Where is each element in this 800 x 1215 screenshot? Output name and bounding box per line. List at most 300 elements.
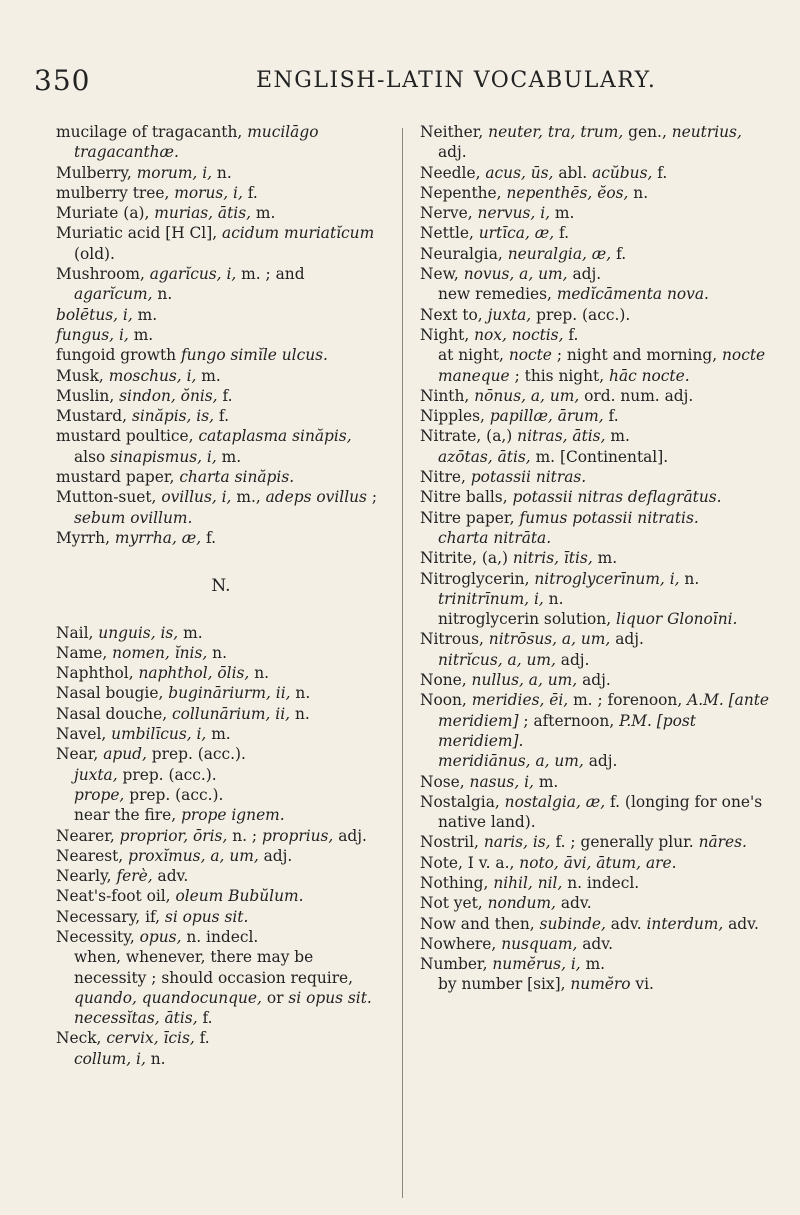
sub-entry	[420, 974, 772, 994]
vocab-entry	[56, 724, 386, 744]
latin-term: fungus, i,	[56, 325, 129, 344]
english-text: adv.	[605, 914, 647, 933]
vocab-entry	[56, 744, 386, 764]
latin-term: necessĭtas, ātis,	[74, 1009, 198, 1028]
english-text: m.	[178, 623, 203, 642]
english-text: Nasal bougie,	[56, 684, 169, 703]
vocab-entry	[56, 866, 386, 886]
vocab-entry	[420, 426, 772, 446]
vocab-entry	[56, 305, 386, 325]
latin-term: unguis, is,	[98, 623, 179, 642]
english-text: Nitrous,	[420, 630, 489, 649]
english-text: m.	[550, 204, 575, 223]
english-text: Nostril,	[420, 833, 484, 852]
latin-term: murias, ātis,	[154, 204, 251, 223]
vocab-entry	[420, 223, 772, 243]
vocab-entry	[56, 826, 386, 846]
english-text: Night,	[420, 325, 475, 344]
english-text: Near,	[56, 745, 104, 764]
vocab-entry	[420, 305, 772, 325]
vocab-entry	[420, 690, 772, 751]
english-text: near the fire,	[74, 806, 182, 825]
latin-term: meridies, ēi,	[471, 691, 569, 710]
english-text: at night,	[438, 346, 509, 365]
latin-term: si opus sit.	[164, 907, 249, 926]
latin-term: agarĭcum,	[74, 285, 153, 304]
english-text: Nail,	[56, 623, 99, 642]
latin-term: myrrha, æ,	[114, 528, 202, 547]
sub-entry	[56, 765, 386, 785]
vocab-entry	[56, 366, 386, 386]
latin-term: numĕrus, i,	[492, 955, 581, 974]
vocab-entry	[420, 934, 772, 954]
latin-term: nocte maneque	[438, 346, 766, 385]
vocab-entry	[420, 244, 772, 264]
vocab-entry	[56, 886, 386, 906]
page-number: 350	[34, 64, 91, 97]
english-text: Navel,	[56, 725, 112, 744]
vocab-entry	[56, 487, 386, 528]
english-text: n.	[679, 569, 700, 588]
english-text: Name,	[56, 643, 113, 662]
english-text: when, whenever, there may be necessity ; should occasion require,	[74, 948, 354, 987]
english-text: Neuralgia,	[420, 244, 508, 263]
vocab-entry	[420, 386, 772, 406]
english-text: also	[74, 447, 111, 466]
latin-term: proprius,	[262, 826, 334, 845]
latin-term: novus, a, um,	[463, 265, 568, 284]
vocab-entry	[420, 670, 772, 690]
english-text: or	[261, 988, 289, 1007]
english-text: m.	[216, 447, 242, 466]
english-text: Nothing,	[420, 873, 494, 892]
english-text: nitroglycerin solution,	[438, 610, 616, 629]
latin-term: medĭcāmenta nova.	[556, 285, 709, 304]
english-text: f. ; generally plur.	[550, 833, 699, 852]
vocab-entry	[420, 467, 772, 487]
english-text: n.	[212, 163, 232, 182]
latin-term: acus, ūs,	[485, 163, 554, 182]
sub-entry	[56, 785, 386, 805]
vocab-entry	[56, 163, 386, 183]
latin-term: sindon, ŏnis,	[119, 386, 218, 405]
latin-term: subinde,	[539, 914, 606, 933]
latin-term: potassii nitras deflagrātus.	[512, 488, 722, 507]
english-text: ;	[366, 488, 378, 507]
vocab-entry	[56, 927, 386, 947]
latin-term: interdum,	[646, 914, 724, 933]
english-text: n.	[152, 285, 173, 304]
latin-term: nitrĭcus, a, um,	[438, 650, 556, 669]
latin-term: moschus, i,	[108, 366, 197, 385]
english-text: mustard poultice,	[56, 427, 199, 446]
english-text: new remedies,	[438, 285, 557, 304]
latin-term: nitras, ātis,	[517, 427, 606, 446]
english-text: None,	[420, 671, 472, 690]
latin-term: prope,	[74, 785, 125, 804]
english-text: vi.	[630, 975, 654, 994]
vocab-entry	[420, 122, 772, 163]
english-text: prep. (acc.).	[146, 745, 246, 764]
latin-term: morum, i,	[136, 163, 213, 182]
latin-term: nondum,	[487, 894, 556, 913]
running-head: ENGLISH-LATIN VOCABULARY.	[256, 68, 657, 93]
vocab-entry	[420, 264, 772, 284]
latin-term: naris, is,	[483, 833, 551, 852]
latin-term: neutrius,	[671, 123, 742, 141]
english-text: m.	[605, 427, 630, 446]
latin-term: quando, quandocunque,	[74, 988, 262, 1007]
english-text: ; this night,	[509, 366, 610, 385]
vocab-entry	[56, 203, 386, 223]
english-text: n.	[290, 704, 310, 723]
vocab-entry	[420, 203, 772, 223]
english-text: Nearly,	[56, 867, 117, 886]
english-text: Nitre,	[420, 468, 471, 487]
latin-term: collunārium, ii,	[172, 704, 291, 723]
latin-term: nomen, ĭnis,	[112, 643, 208, 662]
vocab-entry	[420, 569, 772, 589]
latin-term: opus,	[139, 927, 182, 946]
latin-term: papillæ, ārum,	[489, 407, 604, 426]
page-header	[0, 64, 800, 104]
english-text: New,	[420, 265, 464, 284]
english-text: (old).	[74, 244, 115, 263]
english-text: Neither,	[420, 123, 489, 141]
english-text: Nostalgia,	[420, 792, 505, 811]
latin-term: bugināriurm, ii,	[168, 684, 291, 703]
latin-term: juxta,	[74, 765, 118, 784]
latin-term: trinitrīnum, i,	[438, 589, 544, 608]
latin-term: nōnus, a, um,	[474, 386, 580, 405]
latin-term: apud,	[103, 745, 147, 764]
english-text: Muriate (a),	[56, 204, 155, 223]
vocab-entry	[56, 264, 386, 305]
vocab-entry	[420, 954, 772, 974]
latin-term: azōtas, ātis,	[438, 447, 531, 466]
english-text: n.	[628, 183, 649, 202]
english-text: n.	[145, 1049, 166, 1068]
english-text: prep. (acc.).	[531, 305, 631, 324]
english-text: f.	[554, 224, 570, 243]
english-text: n.	[290, 684, 311, 703]
english-text: prep. (acc.).	[124, 785, 224, 804]
english-text: Nitre paper,	[420, 508, 520, 527]
vocab-entry	[420, 487, 772, 507]
english-text: f.	[563, 325, 579, 344]
english-text: m.	[132, 305, 158, 324]
vocab-entry	[420, 792, 772, 833]
vocab-entry	[56, 223, 386, 264]
english-text: adj.	[577, 671, 611, 690]
latin-term: meridiānus, a, um,	[438, 752, 584, 771]
english-text: Mustard,	[56, 407, 132, 426]
english-text: ; night and morning,	[551, 346, 723, 365]
vocab-entry	[56, 122, 386, 163]
section-heading: N.	[211, 576, 231, 597]
english-text: Number,	[420, 955, 493, 974]
english-text: f.	[652, 163, 668, 182]
english-text: adv.	[577, 934, 614, 953]
latin-term: cervix, īcis,	[106, 1029, 195, 1048]
english-text: Nerve,	[420, 204, 478, 223]
latin-term: nihil, nil,	[493, 873, 563, 892]
vocab-entry	[420, 832, 772, 852]
english-text: adj.	[333, 826, 367, 845]
english-text: n.	[207, 643, 227, 662]
latin-term: nitris, ītis,	[512, 549, 593, 568]
english-text: Muslin,	[56, 386, 120, 405]
latin-term: nitrōsus, a, um,	[488, 630, 611, 649]
sub-entry	[420, 447, 772, 467]
english-text: f.	[603, 407, 619, 426]
vocab-entry	[420, 629, 772, 649]
english-text: f.	[217, 386, 233, 405]
english-text: adj.	[555, 650, 590, 669]
english-text: adv.	[152, 867, 189, 886]
english-text: m.	[592, 549, 618, 568]
latin-term: neuralgia, æ,	[507, 244, 612, 263]
latin-term: fungo simĭle ulcus.	[180, 346, 328, 365]
english-text: fungoid growth	[56, 346, 181, 365]
latin-term: morus, i,	[174, 183, 243, 202]
sub-entry	[56, 805, 386, 825]
latin-term: proxĭmus, a, um,	[128, 846, 259, 865]
english-text: adv.	[555, 894, 592, 913]
english-text: Noon,	[420, 691, 472, 710]
english-text: m. ; and	[236, 265, 305, 284]
english-text: Nasal douche,	[56, 704, 172, 723]
english-text: ord. num. adj.	[579, 386, 694, 405]
latin-term: acidum muriatĭcum	[222, 224, 375, 243]
vocab-entry	[420, 325, 772, 345]
vocab-entry	[56, 467, 386, 487]
english-text: m. ; forenoon,	[568, 691, 688, 710]
english-text: n. ;	[227, 826, 263, 845]
english-text: Mutton-suet,	[56, 488, 162, 507]
latin-term: adeps ovillus	[265, 488, 367, 507]
latin-term: P.M. [post meridiem].	[438, 711, 696, 750]
vocab-entry	[56, 406, 386, 426]
english-text: abl.	[553, 163, 593, 182]
english-text: Nettle,	[420, 224, 479, 243]
english-text: f.	[242, 183, 258, 202]
english-text: Naphthol,	[56, 664, 139, 683]
english-text: f.	[611, 244, 627, 263]
latin-term: ovillus, i,	[161, 488, 232, 507]
english-text: prep. (acc.).	[117, 765, 217, 784]
latin-term: nocte	[508, 346, 552, 365]
sub-entry	[56, 1008, 386, 1028]
vocab-entry	[420, 772, 772, 792]
latin-term: numĕro	[570, 975, 631, 994]
latin-term: charta nitrāta.	[438, 528, 552, 547]
vocab-entry	[56, 325, 386, 345]
english-text: Muriatic acid [H Cl],	[56, 224, 223, 243]
vocab-entry	[420, 873, 772, 893]
english-text: Nitroglycerin,	[420, 569, 535, 588]
english-text: adj.	[567, 265, 602, 284]
vocab-entry	[420, 914, 772, 934]
latin-term: agarĭcus, i,	[149, 265, 237, 284]
latin-term: bolētus, i,	[56, 305, 133, 324]
english-text: Needle,	[420, 163, 486, 182]
latin-term: mucilāgo tragacanthæ.	[74, 123, 319, 162]
sub-entry	[420, 650, 772, 670]
latin-term: proprior, ōris,	[119, 826, 228, 845]
english-text: Nitrate, (a,)	[420, 427, 518, 446]
english-text: n.	[249, 664, 270, 683]
english-text: Now and then,	[420, 914, 540, 933]
english-text: m. [Continental].	[530, 447, 669, 466]
sub-entry	[420, 528, 772, 548]
vocab-entry	[56, 663, 386, 683]
english-text: m.	[533, 772, 559, 791]
english-text: Nearer,	[56, 826, 120, 845]
vocab-entry	[56, 528, 386, 548]
vocab-entry	[420, 163, 772, 183]
english-text: m.	[251, 204, 276, 223]
english-text: Mushroom,	[56, 265, 150, 284]
english-text: Nose,	[420, 772, 470, 791]
latin-term: nox, noctis,	[474, 325, 564, 344]
latin-term: neuter, tra, trum,	[488, 123, 624, 141]
latin-term: nāres.	[698, 833, 747, 852]
english-text: n. indecl.	[181, 927, 259, 946]
english-text: Nitrite, (a,)	[420, 549, 513, 568]
latin-term: acŭbus,	[592, 163, 653, 182]
english-text: adj.	[610, 630, 644, 649]
latin-term: prope ignem.	[181, 806, 285, 825]
sub-entry	[56, 1049, 386, 1069]
english-text: m.	[128, 325, 154, 344]
latin-term: liquor Glonoīni.	[616, 610, 738, 629]
vocab-entry	[56, 846, 386, 866]
latin-term: nitroglycerīnum, i,	[534, 569, 680, 588]
sub-entry	[420, 284, 772, 304]
vocab-entry	[56, 386, 386, 406]
english-text: adj.	[258, 846, 293, 865]
vocab-entry	[420, 893, 772, 913]
latin-term: cataplasma sinăpis,	[198, 427, 352, 446]
english-text: Nowhere,	[420, 934, 502, 953]
english-text: m.	[206, 725, 231, 744]
vocab-entry	[56, 704, 386, 724]
latin-term: charta sinăpis.	[179, 468, 295, 487]
latin-term: ferè,	[116, 867, 153, 886]
left-column	[56, 122, 386, 1069]
vocab-entry	[420, 183, 772, 203]
english-text: Nipples,	[420, 407, 490, 426]
latin-term: potassii nitras.	[470, 468, 587, 487]
latin-term: juxta,	[487, 305, 532, 324]
english-text: Ninth,	[420, 386, 475, 405]
vocab-entry	[56, 643, 386, 663]
latin-term: sebum ovillum.	[74, 508, 193, 527]
english-text: m.,	[231, 488, 266, 507]
latin-term: fumus potassii nitratis.	[519, 508, 699, 527]
sub-entry	[420, 609, 772, 629]
english-text: Not yet,	[420, 894, 488, 913]
latin-term: sinăpis, is,	[131, 407, 215, 426]
english-text: mustard paper,	[56, 468, 180, 487]
vocab-entry	[420, 406, 772, 426]
sub-entry	[56, 947, 386, 1008]
sub-entry	[420, 751, 772, 771]
latin-term: A.M. [ante meridiem]	[438, 691, 770, 730]
latin-term: nepenthēs, ĕos,	[506, 183, 629, 202]
english-text: n.	[543, 589, 564, 608]
vocab-entry	[56, 345, 386, 365]
english-text: by number [six],	[438, 975, 571, 994]
english-text: Mulberry,	[56, 163, 137, 182]
english-text: Nepenthe,	[420, 183, 507, 202]
english-text: f.	[201, 528, 217, 547]
english-text: m.	[196, 366, 221, 385]
vocab-entry	[420, 508, 772, 528]
english-text: Nitre balls,	[420, 488, 513, 507]
latin-term: oleum Bubŭlum.	[175, 887, 304, 906]
english-text: gen.,	[623, 123, 672, 141]
english-text: f.	[197, 1009, 213, 1028]
latin-term: nostalgia, æ,	[504, 792, 606, 811]
vocab-entry	[56, 1028, 386, 1048]
vocab-entry	[56, 183, 386, 203]
latin-term: umbilīcus, i,	[111, 725, 207, 744]
vocab-entry	[420, 548, 772, 568]
latin-term: naphthol, ōlis,	[138, 664, 250, 683]
latin-term: nasus, i,	[469, 772, 534, 791]
english-text: adv.	[723, 914, 759, 933]
english-text: Necessity,	[56, 927, 140, 946]
english-text: Neck,	[56, 1029, 107, 1048]
english-text: Nearest,	[56, 846, 129, 865]
sub-entry	[420, 589, 772, 609]
english-text: Myrrh,	[56, 528, 115, 547]
latin-term: noto, āvi, ātum, are.	[519, 853, 677, 872]
vocab-entry	[56, 623, 386, 643]
latin-term: si opus sit.	[288, 988, 372, 1007]
english-text: adj.	[438, 143, 467, 162]
latin-term: nusquam,	[501, 934, 578, 953]
vocab-entry	[56, 426, 386, 467]
vocab-entry	[56, 907, 386, 927]
english-text: Musk,	[56, 366, 109, 385]
column-divider	[402, 128, 403, 1198]
vocab-entry	[56, 683, 386, 703]
english-text: Neat's-foot oil,	[56, 887, 176, 906]
english-text: mulberry tree,	[56, 183, 175, 202]
english-text: Necessary, if,	[56, 907, 165, 926]
english-text: adj.	[583, 752, 618, 771]
english-text: ; afternoon,	[518, 711, 620, 730]
latin-term: nervus, i,	[477, 204, 551, 223]
latin-term: urtīca, æ,	[478, 224, 555, 243]
latin-term: nullus, a, um,	[471, 671, 578, 690]
latin-term: sinapismus, i,	[110, 447, 217, 466]
english-text: f.	[214, 407, 229, 426]
english-text: mucilage of tragacanth,	[56, 123, 248, 141]
english-text: f. (longing for one's native land).	[438, 792, 763, 832]
english-text: Next to,	[420, 305, 488, 324]
english-text: n. indecl.	[562, 873, 640, 892]
english-text: f.	[194, 1029, 210, 1048]
latin-term: hāc nocte.	[609, 366, 690, 385]
vocab-entry	[420, 853, 772, 873]
sub-entry	[420, 345, 772, 386]
english-text: Note, I v. a.,	[420, 853, 520, 872]
latin-term: collum, i,	[74, 1049, 146, 1068]
